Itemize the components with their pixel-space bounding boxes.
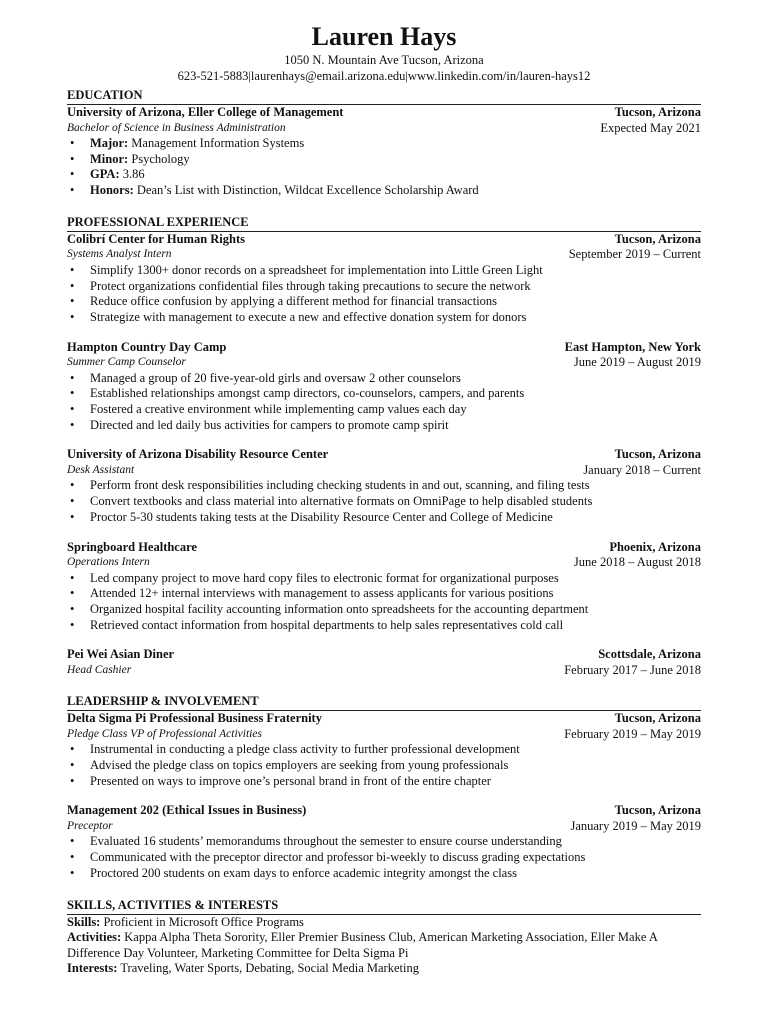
date-range: June 2019 – August 2019 (573, 355, 701, 370)
bullet-item: • Established relationships amongst camp directors, co-counselors, campers, and parents (67, 386, 701, 402)
bullet-item: • Presented on ways to improve one’s personal brand in front of the entire chapter (67, 774, 701, 790)
skills-line (67, 930, 701, 961)
bullet-item: • Reduce office confusion by applying a different method for financial transactions (67, 294, 701, 310)
section-title-experience: PROFESSIONAL EXPERIENCE (67, 215, 701, 232)
degree: Bachelor of Science in Business Administration (67, 121, 286, 134)
bullet-item: • Led company project to move hard copy files to electronic format for organizational purposes (67, 571, 701, 587)
bullet-list (67, 834, 701, 881)
organization-location: East Hampton, New York (564, 339, 701, 354)
organization-location: Tucson, Arizona (614, 231, 701, 246)
entry-header (67, 232, 701, 248)
bullet-item: • Communicated with the preceptor director and professor bi-weekly to discuss grading expectations (67, 850, 701, 866)
education-item (67, 136, 701, 152)
leadership-section (67, 694, 701, 881)
education-item-text: Dean’s List with Distinction, Wildcat Excellence Scholarship Award (133, 183, 479, 198)
experience-entries (67, 232, 701, 679)
candidate-name: Lauren Hays (311, 22, 457, 51)
bullet-item: • Perform front desk responsibilities including checking students in and out, scanning, and filing tests (67, 478, 701, 494)
education-item-label: GPA: (90, 167, 120, 182)
bullet-list (67, 478, 701, 525)
role-title: Operations Intern (67, 556, 150, 569)
role-title: Desk Assistant (67, 463, 135, 476)
role-title: Pledge Class VP of Professional Activities (67, 727, 262, 740)
bullet-list (67, 371, 701, 434)
bullet-item: • Evaluated 16 students’ memorandums throughout the semester to ensure course understanding (67, 834, 701, 850)
entry-subheader (67, 819, 701, 835)
organization-name: Pei Wei Asian Diner (67, 647, 175, 662)
bullet-item: • Convert textbooks and class material into alternative formats on OmniPage to help disabled students (67, 494, 701, 510)
experience-entry (67, 340, 701, 434)
organization-location: Tucson, Arizona (614, 711, 701, 726)
education-item (67, 183, 701, 199)
organization-location: Scottsdale, Arizona (598, 647, 701, 662)
bullet-item: • Attended 12+ internal interviews with management to assess applicants for various positions (67, 586, 701, 602)
skills-line-text: Proficient in Microsoft Office Programs (100, 914, 304, 929)
organization-name: University of Arizona Disability Resource Center (67, 447, 329, 462)
experience-entry (67, 711, 701, 789)
education-item-label: Major: (90, 136, 129, 150)
experience-entry (67, 540, 701, 634)
bullet-item: • Protect organizations confidential files through taking precautions to secure the network (67, 279, 701, 295)
section-title-leadership: LEADERSHIP & INVOLVEMENT (67, 694, 701, 711)
bullet-item: • Strategize with management to execute a new and effective donation system for donors (67, 310, 701, 326)
entry-header (67, 540, 701, 556)
skills-line-label: Skills: (67, 914, 101, 929)
role-title: Summer Camp Counselor (67, 356, 186, 369)
education-item (67, 152, 701, 168)
address: 1050 N. Mountain Ave Tucson, Arizona (284, 53, 484, 67)
education-item-label: Minor: (90, 151, 129, 166)
date-range: February 2019 – May 2019 (564, 726, 701, 741)
section-title-skills: SKILLS, ACTIVITIES & INTERESTS (67, 898, 701, 915)
role-title: Systems Analyst Intern (67, 248, 172, 261)
bullet-item: • Proctor 5-30 students taking tests at the Disability Resource Center and College of Medicine (67, 510, 701, 526)
entry-header (67, 447, 701, 463)
bullet-list (67, 571, 701, 634)
entry-header (67, 340, 701, 356)
section-title-education: EDUCATION (67, 88, 701, 105)
bullet-item: • Managed a group of 20 five-year-old girls and oversaw 2 other counselors (67, 371, 701, 387)
bullet-list (67, 263, 701, 326)
entry-header (67, 711, 701, 727)
skills-line (67, 915, 701, 931)
bullet-item: • Advised the pledge class on topics employers are seeking from young professionals (67, 758, 701, 774)
graduation-date: Expected May 2021 (600, 120, 701, 135)
role-title: Head Cashier (67, 663, 132, 676)
bullet-item: • Proctored 200 students on exam days to enforce academic integrity amongst the class (67, 866, 701, 882)
bullet-item: • Organized hospital facility accounting information onto spreadsheets for the accounting department (67, 602, 701, 618)
bullet-item: • Retrieved contact information from hospital departments to help sales representatives cold call (67, 618, 701, 634)
bullet-list (67, 742, 701, 789)
leadership-entries (67, 711, 701, 881)
education-entry (67, 105, 701, 199)
date-range: January 2019 – May 2019 (570, 818, 701, 833)
skills-section (67, 898, 701, 977)
organization-name: Springboard Healthcare (67, 539, 197, 554)
organization-location: Tucson, Arizona (614, 447, 701, 462)
experience-entry (67, 647, 701, 678)
education-section (67, 88, 701, 199)
role-title: Preceptor (67, 819, 113, 832)
organization-name: Management 202 (Ethical Issues in Business) (67, 803, 307, 818)
experience-section (67, 215, 701, 679)
entry-header (67, 647, 701, 663)
skills-line-label: Interests: (67, 961, 118, 976)
date-range: January 2018 – Current (583, 462, 701, 477)
entry-subheader (67, 463, 701, 479)
skills-line-text: Kappa Alpha Theta Sorority, Eller Premier Business Club, American Marketing Association, Eller Make A Difference Day Volunteer, Marketing Committee for Delta Sigma Pi (67, 930, 658, 960)
experience-entry (67, 803, 701, 881)
bullet-item: • Directed and led daily bus activities for campers to promote camp spirit (67, 418, 701, 434)
date-range: June 2018 – August 2018 (573, 555, 701, 570)
organization-location: Tucson, Arizona (614, 803, 701, 818)
date-range: February 2017 – June 2018 (564, 662, 701, 677)
skills-lines (67, 915, 701, 977)
entry-subheader (67, 663, 701, 679)
skills-line-text: Traveling, Water Sports, Debating, Social Media Marketing (117, 961, 419, 976)
entry-subheader (67, 555, 701, 571)
bullet-item: • Fostered a creative environment while implementing camp values each day (67, 402, 701, 418)
organization-name: Colibrí Center for Human Rights (67, 231, 246, 246)
education-item-label: Honors: (90, 183, 134, 198)
date-range: September 2019 – Current (568, 247, 701, 262)
entry-subheader (67, 355, 701, 371)
skills-line-label: Activities: (67, 930, 122, 945)
entry-header (67, 803, 701, 819)
education-item-text: Management Information Systems (128, 136, 305, 150)
education-item-text: Psychology (128, 151, 190, 166)
experience-entry (67, 232, 701, 326)
school-name: University of Arizona, Eller College of Management (67, 105, 344, 119)
organization-name: Delta Sigma Pi Professional Business Fraternity (67, 711, 322, 726)
entry-subheader (67, 247, 701, 263)
education-item (67, 167, 701, 183)
education-item-text: 3.86 (119, 167, 145, 182)
education-details (67, 136, 701, 199)
bullet-item: • Simplify 1300+ donor records on a spreadsheet for implementation into Little Green Light (67, 263, 701, 279)
experience-entry (67, 447, 701, 525)
entry-subheader (67, 727, 701, 743)
contact-line: 623-521-5883|laurenhays@email.arizona.edu|www.linkedin.com/in/lauren-hays12 (177, 69, 591, 83)
bullet-item: • Instrumental in conducting a pledge class activity to further professional development (67, 742, 701, 758)
organization-name: Hampton Country Day Camp (67, 339, 227, 354)
school-location: Tucson, Arizona (614, 105, 701, 119)
skills-line (67, 961, 701, 977)
organization-location: Phoenix, Arizona (609, 539, 701, 554)
